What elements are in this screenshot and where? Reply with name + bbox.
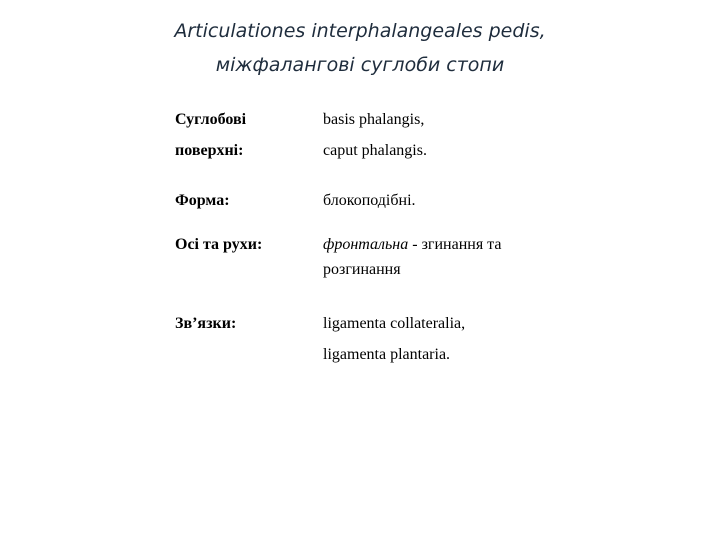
form-value: блокоподібні. bbox=[323, 192, 416, 209]
title-line-2: міжфалангові суглоби стопи bbox=[215, 54, 505, 76]
axes-value-rest: - згинання та bbox=[408, 236, 502, 253]
surfaces-value-line-1: basis phalangis, bbox=[323, 111, 425, 128]
surfaces-value-line-2: caput phalangis. bbox=[323, 142, 427, 159]
axes-value-line-2: розгинання bbox=[323, 261, 401, 278]
form-label: Форма: bbox=[175, 192, 230, 209]
axes-value-italic: фронтальна bbox=[323, 236, 409, 253]
ligaments-label: Зв’язки: bbox=[175, 315, 237, 332]
surfaces-label-line-1: Суглобові bbox=[175, 111, 247, 128]
axes-label: Осі та рухи: bbox=[175, 236, 263, 253]
ligaments-value-line-1: ligamenta collateralia, bbox=[323, 315, 466, 332]
slide-title bbox=[0, 14, 720, 82]
title-line-1: Articulationes interphalangeales pedis, bbox=[174, 20, 546, 42]
ligaments-value-line-2: ligamenta plantaria. bbox=[323, 346, 451, 363]
surfaces-label-line-2: поверхні: bbox=[175, 142, 244, 159]
